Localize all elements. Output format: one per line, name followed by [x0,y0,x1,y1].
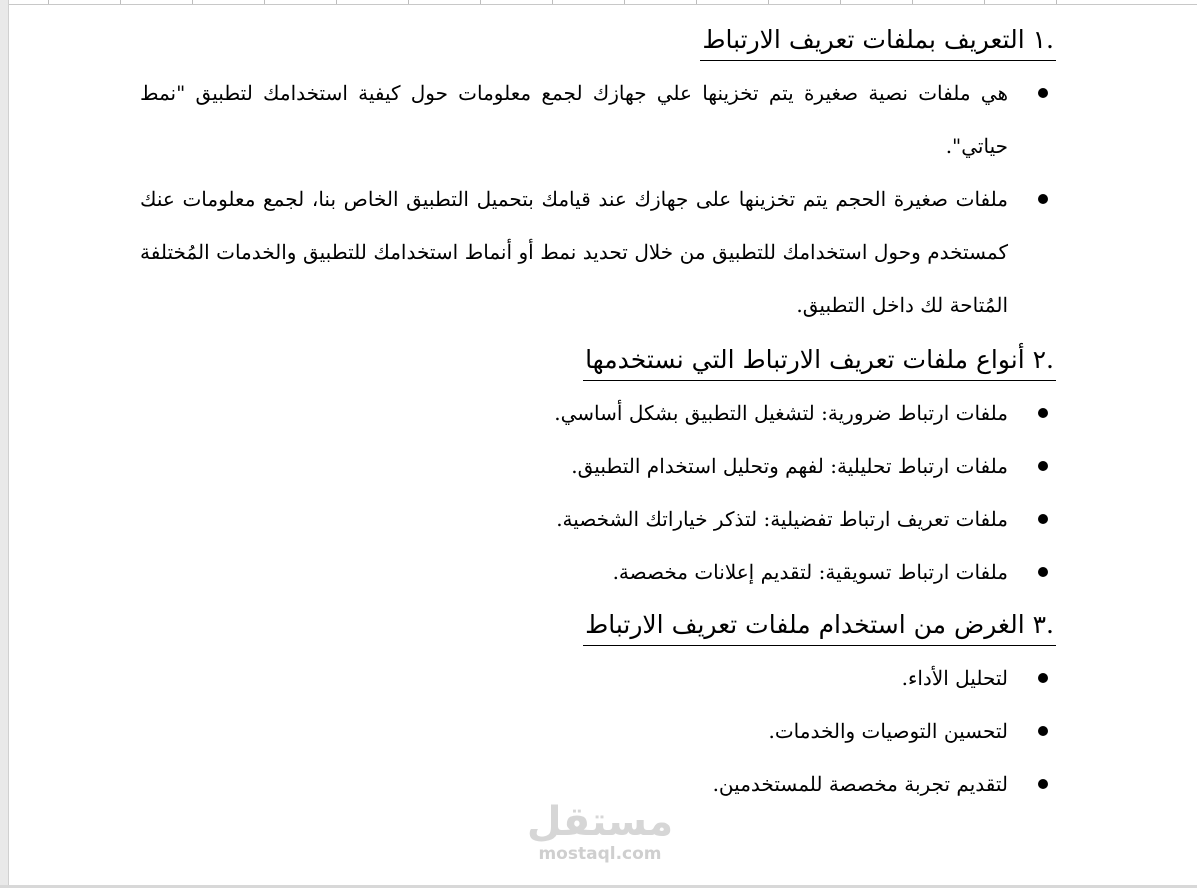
watermark [520,800,680,870]
section-2 [140,334,1056,381]
ruler-tick [696,0,697,4]
list-item: ملفات ارتباط تسويقية: لتقديم إعلانات مخصصة. [140,546,1056,599]
section-2-heading: .٢ أنواع ملفات تعريف الارتباط التي نستخدمها [583,334,1056,381]
list-item: ملفات ارتباط ضرورية: لتشغيل التطبيق بشكل أساسي. [140,387,1056,440]
ruler-tick [480,0,481,4]
list-item: ملفات تعريف ارتباط تفضيلية: لتذكر خياراتك الشخصية. [140,493,1056,546]
ruler-tick [48,0,49,4]
section-3-list [140,652,1056,811]
list-item: لتحسين التوصيات والخدمات. [140,705,1056,758]
section-1-heading: .١ التعريف بملفات تعريف الارتباط [700,14,1056,61]
ruler-tick [1056,0,1057,4]
ruler-tick [840,0,841,4]
ruler-tick [408,0,409,4]
list-item: لتحليل الأداء. [140,652,1056,705]
ruler-tick [264,0,265,4]
ruler-tick [120,0,121,4]
section-2-list [140,387,1056,599]
ruler-tick [768,0,769,4]
section-3 [140,599,1056,646]
ruler-tick [624,0,625,4]
section-1-list [140,67,1056,332]
watermark-logo-text: مستقل [526,799,674,845]
page-left-margin [0,0,9,888]
ruler-tick [552,0,553,4]
section-1 [140,14,1056,61]
document-page [140,14,1056,811]
section-3-heading: .٣ الغرض من استخدام ملفات تعريف الارتباط [583,599,1056,646]
list-item: هي ملفات نصية صغيرة يتم تخزينها علي جهازك لجمع معلومات حول كيفية استخدامك لتطبيق "نمط حياتي". [140,67,1056,173]
ruler-tick [984,0,985,4]
list-item: لتقديم تجربة مخصصة للمستخدمين. [140,758,1056,811]
list-item: ملفات صغيرة الحجم يتم تخزينها على جهازك عند قيامك بتحميل التطبيق الخاص بنا، لجمع معلومات عنك كمستخدم وحول استخدامك للتطبيق من خلال تحديد نمط أو أنماط استخدامك للتطبيق والخدمات المُختلفة المُتاحة لك داخل التطبيق. [140,173,1056,332]
ruler [0,0,1197,5]
watermark-url: mostaql.com [538,844,662,864]
ruler-tick [192,0,193,4]
list-item: ملفات ارتباط تحليلية: لفهم وتحليل استخدام التطبيق. [140,440,1056,493]
ruler-tick [912,0,913,4]
ruler-tick [336,0,337,4]
